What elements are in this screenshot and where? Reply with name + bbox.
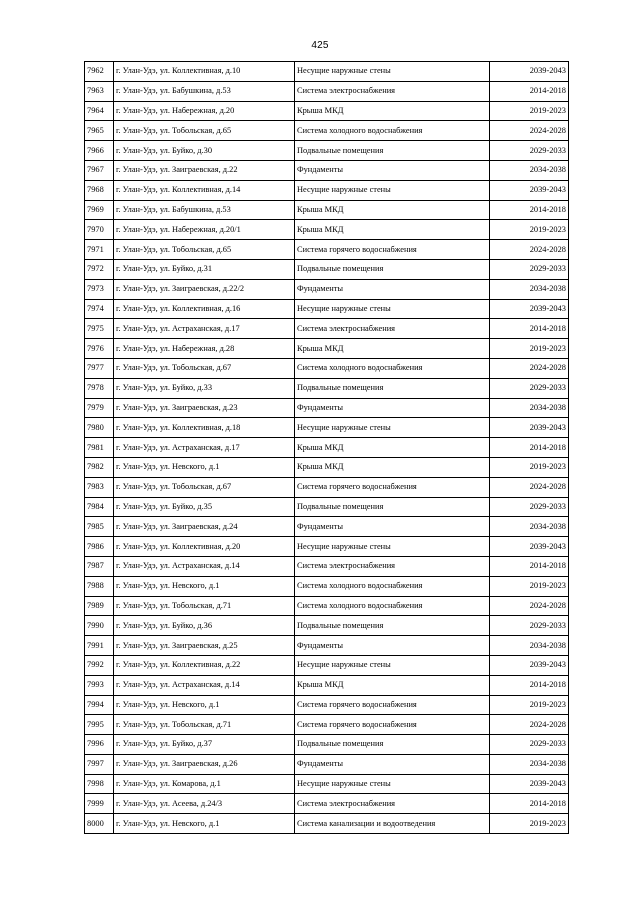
repair-period-cell: 2019-2023 xyxy=(490,576,569,596)
repair-period-cell: 2019-2023 xyxy=(490,339,569,359)
building-system-cell: Фундаменты xyxy=(295,636,490,656)
repair-period-cell: 2039-2043 xyxy=(490,418,569,438)
table-row xyxy=(85,339,569,359)
building-system-cell: Система канализации и водоотведения xyxy=(295,814,490,834)
table-row xyxy=(85,616,569,636)
row-number-cell: 7976 xyxy=(85,339,114,359)
row-number-cell: 7981 xyxy=(85,438,114,458)
building-system-cell: Несущие наружные стены xyxy=(295,655,490,675)
address-cell: г. Улан-Удэ, ул. Набережная, д.28 xyxy=(114,339,295,359)
row-number-cell: 7990 xyxy=(85,616,114,636)
repair-period-cell: 2019-2023 xyxy=(490,457,569,477)
repair-period-cell: 2024-2028 xyxy=(490,240,569,260)
row-number-cell: 7988 xyxy=(85,576,114,596)
address-cell: г. Улан-Удэ, ул. Коллективная, д.18 xyxy=(114,418,295,438)
table-row xyxy=(85,457,569,477)
address-cell: г. Улан-Удэ, ул. Тобольская, д.67 xyxy=(114,358,295,378)
table-row xyxy=(85,319,569,339)
repair-period-cell: 2029-2033 xyxy=(490,616,569,636)
repair-period-cell: 2019-2023 xyxy=(490,814,569,834)
table-row xyxy=(85,358,569,378)
building-system-cell: Несущие наружные стены xyxy=(295,299,490,319)
table-row xyxy=(85,497,569,517)
row-number-cell: 7997 xyxy=(85,754,114,774)
table-row xyxy=(85,418,569,438)
address-cell: г. Улан-Удэ, ул. Коллективная, д.16 xyxy=(114,299,295,319)
building-system-cell: Крыша МКД xyxy=(295,339,490,359)
address-cell: г. Улан-Удэ, ул. Коллективная, д.20 xyxy=(114,537,295,557)
building-system-cell: Подвальные помещения xyxy=(295,735,490,755)
row-number-cell: 7984 xyxy=(85,497,114,517)
table-row xyxy=(85,299,569,319)
repair-period-cell: 2014-2018 xyxy=(490,81,569,101)
table-row xyxy=(85,240,569,260)
repair-period-cell: 2019-2023 xyxy=(490,101,569,121)
building-system-cell: Крыша МКД xyxy=(295,457,490,477)
address-cell: г. Улан-Удэ, ул. Тобольская, д.71 xyxy=(114,596,295,616)
address-cell: г. Улан-Удэ, ул. Заиграевская, д.22 xyxy=(114,160,295,180)
repair-period-cell: 2029-2033 xyxy=(490,378,569,398)
repair-period-cell: 2024-2028 xyxy=(490,596,569,616)
table-row xyxy=(85,101,569,121)
row-number-cell: 7982 xyxy=(85,457,114,477)
row-number-cell: 7971 xyxy=(85,240,114,260)
row-number-cell: 7989 xyxy=(85,596,114,616)
repair-period-cell: 2024-2028 xyxy=(490,715,569,735)
address-cell: г. Улан-Удэ, ул. Тобольская, д.71 xyxy=(114,715,295,735)
repair-period-cell: 2024-2028 xyxy=(490,477,569,497)
table-row xyxy=(85,160,569,180)
repair-period-cell: 2024-2028 xyxy=(490,121,569,141)
row-number-cell: 7987 xyxy=(85,556,114,576)
building-system-cell: Подвальные помещения xyxy=(295,378,490,398)
table-row xyxy=(85,279,569,299)
repair-period-cell: 2039-2043 xyxy=(490,180,569,200)
repair-period-cell: 2024-2028 xyxy=(490,358,569,378)
address-cell: г. Улан-Удэ, ул. Астраханская, д.17 xyxy=(114,319,295,339)
address-cell: г. Улан-Удэ, ул. Бабушкина, д.53 xyxy=(114,200,295,220)
address-cell: г. Улан-Удэ, ул. Буйко, д.35 xyxy=(114,497,295,517)
row-number-cell: 7994 xyxy=(85,695,114,715)
address-cell: г. Улан-Удэ, ул. Астраханская, д.17 xyxy=(114,438,295,458)
row-number-cell: 7977 xyxy=(85,358,114,378)
building-system-cell: Система холодного водоснабжения xyxy=(295,596,490,616)
address-cell: г. Улан-Удэ, ул. Буйко, д.37 xyxy=(114,735,295,755)
address-cell: г. Улан-Удэ, ул. Набережная, д.20 xyxy=(114,101,295,121)
row-number-cell: 7993 xyxy=(85,675,114,695)
row-number-cell: 7980 xyxy=(85,418,114,438)
row-number-cell: 7985 xyxy=(85,517,114,537)
building-system-cell: Фундаменты xyxy=(295,160,490,180)
repair-period-cell: 2034-2038 xyxy=(490,160,569,180)
repair-period-cell: 2039-2043 xyxy=(490,655,569,675)
building-system-cell: Несущие наружные стены xyxy=(295,537,490,557)
table-row xyxy=(85,180,569,200)
table-row xyxy=(85,556,569,576)
row-number-cell: 7979 xyxy=(85,398,114,418)
address-cell: г. Улан-Удэ, ул. Асеева, д.24/3 xyxy=(114,794,295,814)
address-cell: г. Улан-Удэ, ул. Невского, д.1 xyxy=(114,457,295,477)
table-row xyxy=(85,695,569,715)
building-system-cell: Система холодного водоснабжения xyxy=(295,576,490,596)
address-cell: г. Улан-Удэ, ул. Комарова, д.1 xyxy=(114,774,295,794)
address-cell: г. Улан-Удэ, ул. Коллективная, д.10 xyxy=(114,62,295,82)
address-cell: г. Улан-Удэ, ул. Невского, д.1 xyxy=(114,695,295,715)
row-number-cell: 7968 xyxy=(85,180,114,200)
address-cell: г. Улан-Удэ, ул. Буйко, д.31 xyxy=(114,259,295,279)
repair-period-cell: 2014-2018 xyxy=(490,319,569,339)
building-system-cell: Система электроснабжения xyxy=(295,556,490,576)
row-number-cell: 7965 xyxy=(85,121,114,141)
table-row xyxy=(85,438,569,458)
building-system-cell: Система электроснабжения xyxy=(295,794,490,814)
table-row xyxy=(85,675,569,695)
address-cell: г. Улан-Удэ, ул. Бабушкина, д.53 xyxy=(114,81,295,101)
row-number-cell: 7962 xyxy=(85,62,114,82)
address-cell: г. Улан-Удэ, ул. Заиграевская, д.23 xyxy=(114,398,295,418)
address-cell: г. Улан-Удэ, ул. Невского, д.1 xyxy=(114,576,295,596)
page-number: 425 xyxy=(311,40,329,51)
address-cell: г. Улан-Удэ, ул. Тобольская, д.65 xyxy=(114,121,295,141)
repair-period-cell: 2034-2038 xyxy=(490,754,569,774)
table-row xyxy=(85,477,569,497)
repair-period-cell: 2014-2018 xyxy=(490,438,569,458)
repair-period-cell: 2039-2043 xyxy=(490,537,569,557)
row-number-cell: 7969 xyxy=(85,200,114,220)
row-number-cell: 7992 xyxy=(85,655,114,675)
building-system-cell: Система горячего водоснабжения xyxy=(295,695,490,715)
row-number-cell: 7972 xyxy=(85,259,114,279)
repair-period-cell: 2014-2018 xyxy=(490,556,569,576)
table-row xyxy=(85,259,569,279)
row-number-cell: 7991 xyxy=(85,636,114,656)
row-number-cell: 7966 xyxy=(85,141,114,161)
table-row xyxy=(85,200,569,220)
building-system-cell: Крыша МКД xyxy=(295,675,490,695)
row-number-cell: 7983 xyxy=(85,477,114,497)
repair-period-cell: 2034-2038 xyxy=(490,517,569,537)
building-system-cell: Несущие наружные стены xyxy=(295,180,490,200)
repair-period-cell: 2014-2018 xyxy=(490,675,569,695)
repair-period-cell: 2034-2038 xyxy=(490,398,569,418)
building-system-cell: Крыша МКД xyxy=(295,220,490,240)
address-cell: г. Улан-Удэ, ул. Буйко, д.30 xyxy=(114,141,295,161)
building-system-cell: Подвальные помещения xyxy=(295,259,490,279)
table-row xyxy=(85,517,569,537)
building-system-cell: Система горячего водоснабжения xyxy=(295,477,490,497)
building-system-cell: Фундаменты xyxy=(295,279,490,299)
row-number-cell: 7999 xyxy=(85,794,114,814)
table-row xyxy=(85,121,569,141)
row-number-cell: 8000 xyxy=(85,814,114,834)
table-row xyxy=(85,636,569,656)
repair-schedule-table xyxy=(84,61,569,834)
address-cell: г. Улан-Удэ, ул. Заиграевская, д.25 xyxy=(114,636,295,656)
address-cell: г. Улан-Удэ, ул. Заиграевская, д.22/2 xyxy=(114,279,295,299)
building-system-cell: Несущие наружные стены xyxy=(295,62,490,82)
row-number-cell: 7986 xyxy=(85,537,114,557)
building-system-cell: Подвальные помещения xyxy=(295,616,490,636)
table-row xyxy=(85,596,569,616)
row-number-cell: 7973 xyxy=(85,279,114,299)
row-number-cell: 7970 xyxy=(85,220,114,240)
repair-period-cell: 2029-2033 xyxy=(490,141,569,161)
building-system-cell: Фундаменты xyxy=(295,517,490,537)
building-system-cell: Фундаменты xyxy=(295,398,490,418)
building-system-cell: Система холодного водоснабжения xyxy=(295,121,490,141)
building-system-cell: Несущие наружные стены xyxy=(295,418,490,438)
row-number-cell: 7963 xyxy=(85,81,114,101)
building-system-cell: Система электроснабжения xyxy=(295,319,490,339)
building-system-cell: Несущие наружные стены xyxy=(295,774,490,794)
repair-period-cell: 2029-2033 xyxy=(490,497,569,517)
table-row xyxy=(85,655,569,675)
table-row xyxy=(85,774,569,794)
building-system-cell: Система горячего водоснабжения xyxy=(295,240,490,260)
table-row xyxy=(85,715,569,735)
repair-period-cell: 2039-2043 xyxy=(490,774,569,794)
table-row xyxy=(85,81,569,101)
address-cell: г. Улан-Удэ, ул. Тобольская, д.65 xyxy=(114,240,295,260)
building-system-cell: Подвальные помещения xyxy=(295,141,490,161)
repair-period-cell: 2029-2033 xyxy=(490,259,569,279)
row-number-cell: 7974 xyxy=(85,299,114,319)
repair-period-cell: 2014-2018 xyxy=(490,794,569,814)
table-row xyxy=(85,537,569,557)
row-number-cell: 7998 xyxy=(85,774,114,794)
row-number-cell: 7995 xyxy=(85,715,114,735)
table-row xyxy=(85,576,569,596)
building-system-cell: Система горячего водоснабжения xyxy=(295,715,490,735)
building-system-cell: Фундаменты xyxy=(295,754,490,774)
repair-period-cell: 2039-2043 xyxy=(490,299,569,319)
table-row xyxy=(85,735,569,755)
table-row xyxy=(85,794,569,814)
repair-period-cell: 2014-2018 xyxy=(490,200,569,220)
address-cell: г. Улан-Удэ, ул. Астраханская, д.14 xyxy=(114,556,295,576)
address-cell: г. Улан-Удэ, ул. Невского, д.1 xyxy=(114,814,295,834)
table-row xyxy=(85,220,569,240)
address-cell: г. Улан-Удэ, ул. Тобольская, д.67 xyxy=(114,477,295,497)
repair-period-cell: 2029-2033 xyxy=(490,735,569,755)
address-cell: г. Улан-Удэ, ул. Буйко, д.36 xyxy=(114,616,295,636)
row-number-cell: 7975 xyxy=(85,319,114,339)
table-row xyxy=(85,814,569,834)
row-number-cell: 7967 xyxy=(85,160,114,180)
row-number-cell: 7996 xyxy=(85,735,114,755)
table-row xyxy=(85,378,569,398)
address-cell: г. Улан-Удэ, ул. Буйко, д.33 xyxy=(114,378,295,398)
table-row xyxy=(85,141,569,161)
building-system-cell: Крыша МКД xyxy=(295,438,490,458)
repair-period-cell: 2034-2038 xyxy=(490,636,569,656)
building-system-cell: Крыша МКД xyxy=(295,101,490,121)
table-row xyxy=(85,754,569,774)
repair-period-cell: 2019-2023 xyxy=(490,220,569,240)
repair-period-cell: 2039-2043 xyxy=(490,62,569,82)
repair-period-cell: 2019-2023 xyxy=(490,695,569,715)
address-cell: г. Улан-Удэ, ул. Набережная, д.20/1 xyxy=(114,220,295,240)
row-number-cell: 7978 xyxy=(85,378,114,398)
repair-period-cell: 2034-2038 xyxy=(490,279,569,299)
address-cell: г. Улан-Удэ, ул. Астраханская, д.14 xyxy=(114,675,295,695)
address-cell: г. Улан-Удэ, ул. Заиграевская, д.24 xyxy=(114,517,295,537)
table-body xyxy=(85,62,569,834)
address-cell: г. Улан-Удэ, ул. Коллективная, д.22 xyxy=(114,655,295,675)
building-system-cell: Крыша МКД xyxy=(295,200,490,220)
building-system-cell: Система электроснабжения xyxy=(295,81,490,101)
building-system-cell: Система холодного водоснабжения xyxy=(295,358,490,378)
address-cell: г. Улан-Удэ, ул. Коллективная, д.14 xyxy=(114,180,295,200)
table-row xyxy=(85,62,569,82)
table-row xyxy=(85,398,569,418)
address-cell: г. Улан-Удэ, ул. Заиграевская, д.26 xyxy=(114,754,295,774)
building-system-cell: Подвальные помещения xyxy=(295,497,490,517)
row-number-cell: 7964 xyxy=(85,101,114,121)
